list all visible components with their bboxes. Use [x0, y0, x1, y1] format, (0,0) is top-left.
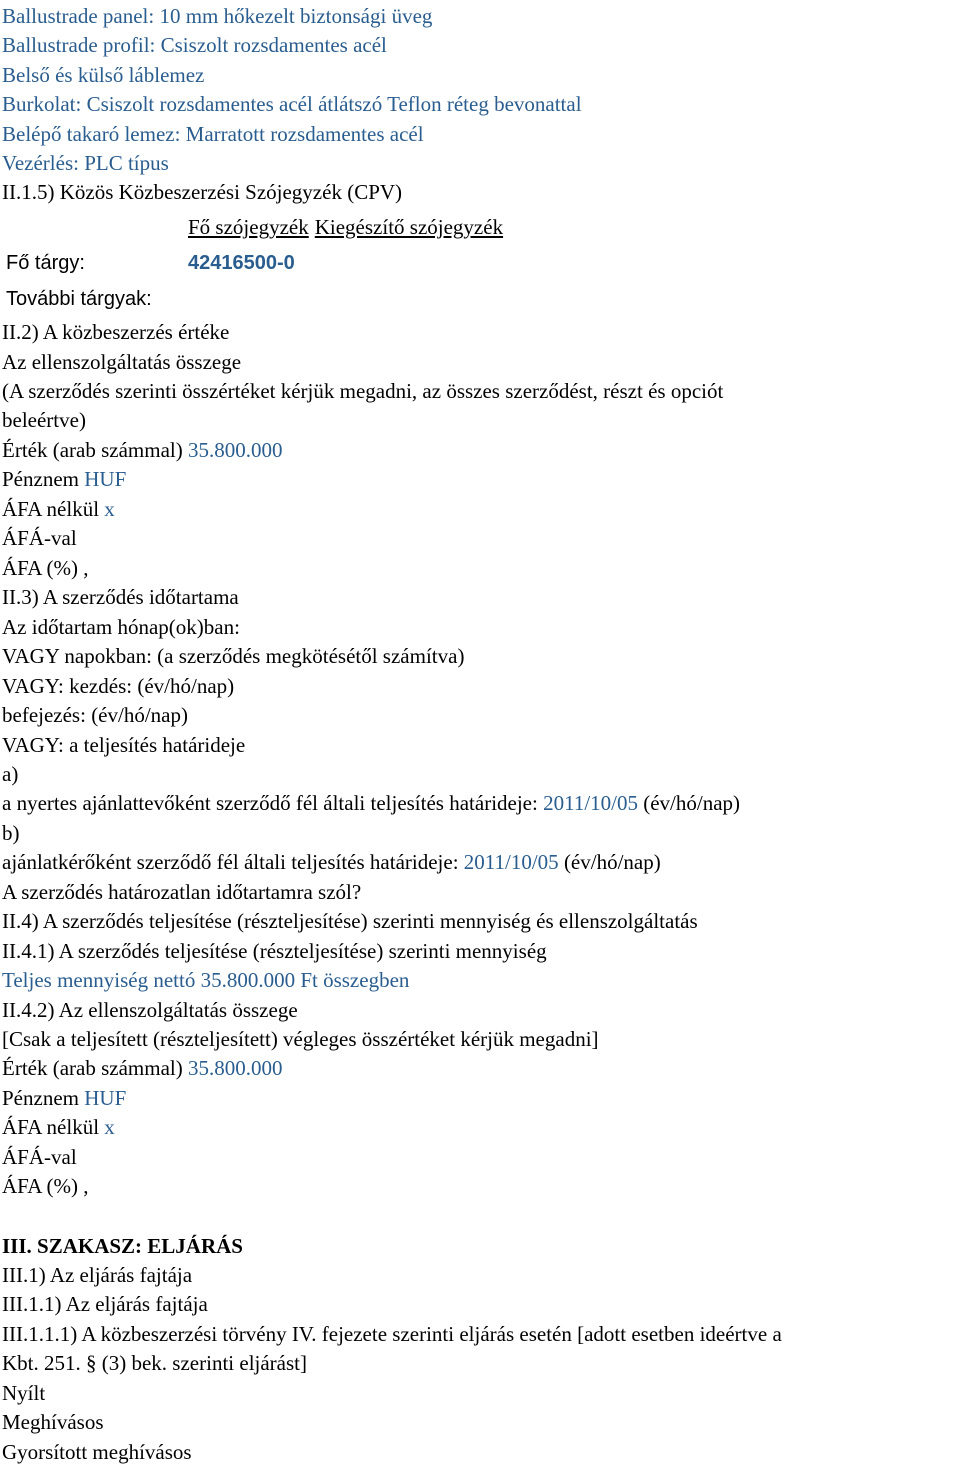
currency-value: HUF [84, 467, 127, 491]
procedure-type-heading: III.1) Az eljárás fajtája [2, 1263, 193, 1287]
value-amount-label: Az ellenszolgáltatás összege [2, 350, 242, 374]
value-note-line2: beleértve) [2, 408, 86, 432]
cpv-column-headers [188, 215, 503, 239]
deadline-a-row [2, 791, 740, 815]
deadline-b-unit: (év/hó/nap) [563, 850, 661, 874]
spec-line-cladding: Burkolat: Csiszolt rozsdamentes acél átlátszó Teflon réteg bevonattal [2, 92, 582, 116]
final-vat-excl-row [2, 1115, 115, 1139]
value-amount: 35.800.000 [188, 438, 283, 462]
spec-line-profile: Ballustrade profil: Csiszolt rozsdamentes acél [2, 33, 387, 57]
value-label: Érték (arab számmal) [2, 438, 183, 462]
performance-heading: II.4) A szerződés teljesítése (részteljesítése) szerinti mennyiség és ellenszolgáltatás [2, 909, 698, 933]
final-vat-excl-label: ÁFA nélkül [2, 1115, 100, 1139]
procedure-option-restricted: Meghívásos [2, 1410, 104, 1434]
spec-line-control: Vezérlés: PLC típus [2, 151, 169, 175]
section-3-title: III. SZAKASZ: ELJÁRÁS [2, 1234, 243, 1258]
deadline-b-label: b) [2, 821, 20, 845]
final-value-label: Érték (arab számmal) [2, 1056, 183, 1080]
cpv-main-label: Fő tárgy: [6, 252, 85, 274]
final-amount-heading: II.4.2) Az ellenszolgáltatás összege [2, 998, 298, 1022]
deadline-b-row [2, 850, 661, 874]
duration-heading: II.3) A szerződés időtartama [2, 585, 239, 609]
spec-line-entry-plate: Belépő takaró lemez: Marratott rozsdamentes acél [2, 122, 424, 146]
deadline-a-label: a) [2, 762, 19, 786]
vat-pct-label: ÁFA (%) , [2, 556, 89, 580]
procedure-type-subheading: III.1.1) Az eljárás fajtája [2, 1292, 208, 1316]
procedure-law-line2: Kbt. 251. § (3) bek. szerinti eljárást] [2, 1351, 307, 1375]
vat-excl-mark: x [104, 497, 115, 521]
vat-incl-label: ÁFÁ-val [2, 526, 77, 550]
cpv-extra-vocab-header: Kiegészítő szójegyzék [314, 215, 504, 239]
duration-months: Az időtartam hónap(ok)ban: [2, 615, 240, 639]
final-value-amount: 35.800.000 [188, 1056, 283, 1080]
final-currency-value: HUF [84, 1086, 127, 1110]
vat-excl-label: ÁFA nélkül [2, 497, 100, 521]
duration-indefinite: A szerződés határozatlan időtartamra szól? [2, 880, 362, 904]
cpv-further-label: További tárgyak: [6, 288, 152, 310]
deadline-a-date: 2011/10/05 [543, 791, 638, 815]
procedure-law-line1: III.1.1.1) A közbeszerzési törvény IV. fejezete szerinti eljárás esetén [adott esetben ideértve a [2, 1322, 782, 1346]
cpv-main-code: 42416500-0 [188, 252, 295, 274]
vat-excl-row [2, 497, 115, 521]
spec-line-base-plate: Belső és külső láblemez [2, 63, 205, 87]
value-heading: II.2) A közbeszerzés értéke [2, 320, 230, 344]
duration-days: VAGY napokban: (a szerződés megkötésétől számítva) [2, 644, 465, 668]
procedure-option-open: Nyílt [2, 1381, 46, 1405]
final-vat-incl-label: ÁFÁ-val [2, 1145, 77, 1169]
final-amount-note: [Csak a teljesített (részteljesített) végleges összértéket kérjük megadni] [2, 1027, 599, 1051]
spec-line-panel: Ballustrade panel: 10 mm hőkezelt biztonsági üveg [2, 4, 433, 28]
value-row [2, 438, 283, 462]
final-currency-label: Pénznem [2, 1086, 79, 1110]
deadline-a-text: a nyertes ajánlattevőként szerződő fél általi teljesítés határideje: [2, 791, 538, 815]
final-vat-excl-mark: x [104, 1115, 115, 1139]
final-value-row [2, 1056, 283, 1080]
duration-start: VAGY: kezdés: (év/hó/nap) [2, 674, 235, 698]
quantity-heading: II.4.1) A szerződés teljesítése (részteljesítése) szerinti mennyiség [2, 939, 547, 963]
procedure-option-accelerated: Gyorsított meghívásos [2, 1440, 192, 1464]
cpv-heading: II.1.5) Közös Közbeszerzési Szójegyzék (CPV) [2, 180, 403, 204]
duration-end: befejezés: (év/hó/nap) [2, 703, 188, 727]
deadline-b-text: ajánlatkérőként szerződő fél általi teljesítés határideje: [2, 850, 459, 874]
currency-label: Pénznem [2, 467, 79, 491]
quantity-value: Teljes mennyiség nettó 35.800.000 Ft összegben [2, 968, 410, 992]
currency-row [2, 467, 126, 491]
cpv-main-vocab-header: Fő szójegyzék [188, 215, 309, 239]
deadline-b-date: 2011/10/05 [463, 850, 559, 874]
deadline-a-unit: (év/hó/nap) [643, 791, 741, 815]
duration-deadline: VAGY: a teljesítés határideje [2, 733, 246, 757]
final-vat-pct-label: ÁFA (%) , [2, 1174, 89, 1198]
final-currency-row [2, 1086, 126, 1110]
value-note-line1: (A szerződés szerinti összértéket kérjük megadni, az összes szerződést, részt és opciót [2, 379, 724, 403]
